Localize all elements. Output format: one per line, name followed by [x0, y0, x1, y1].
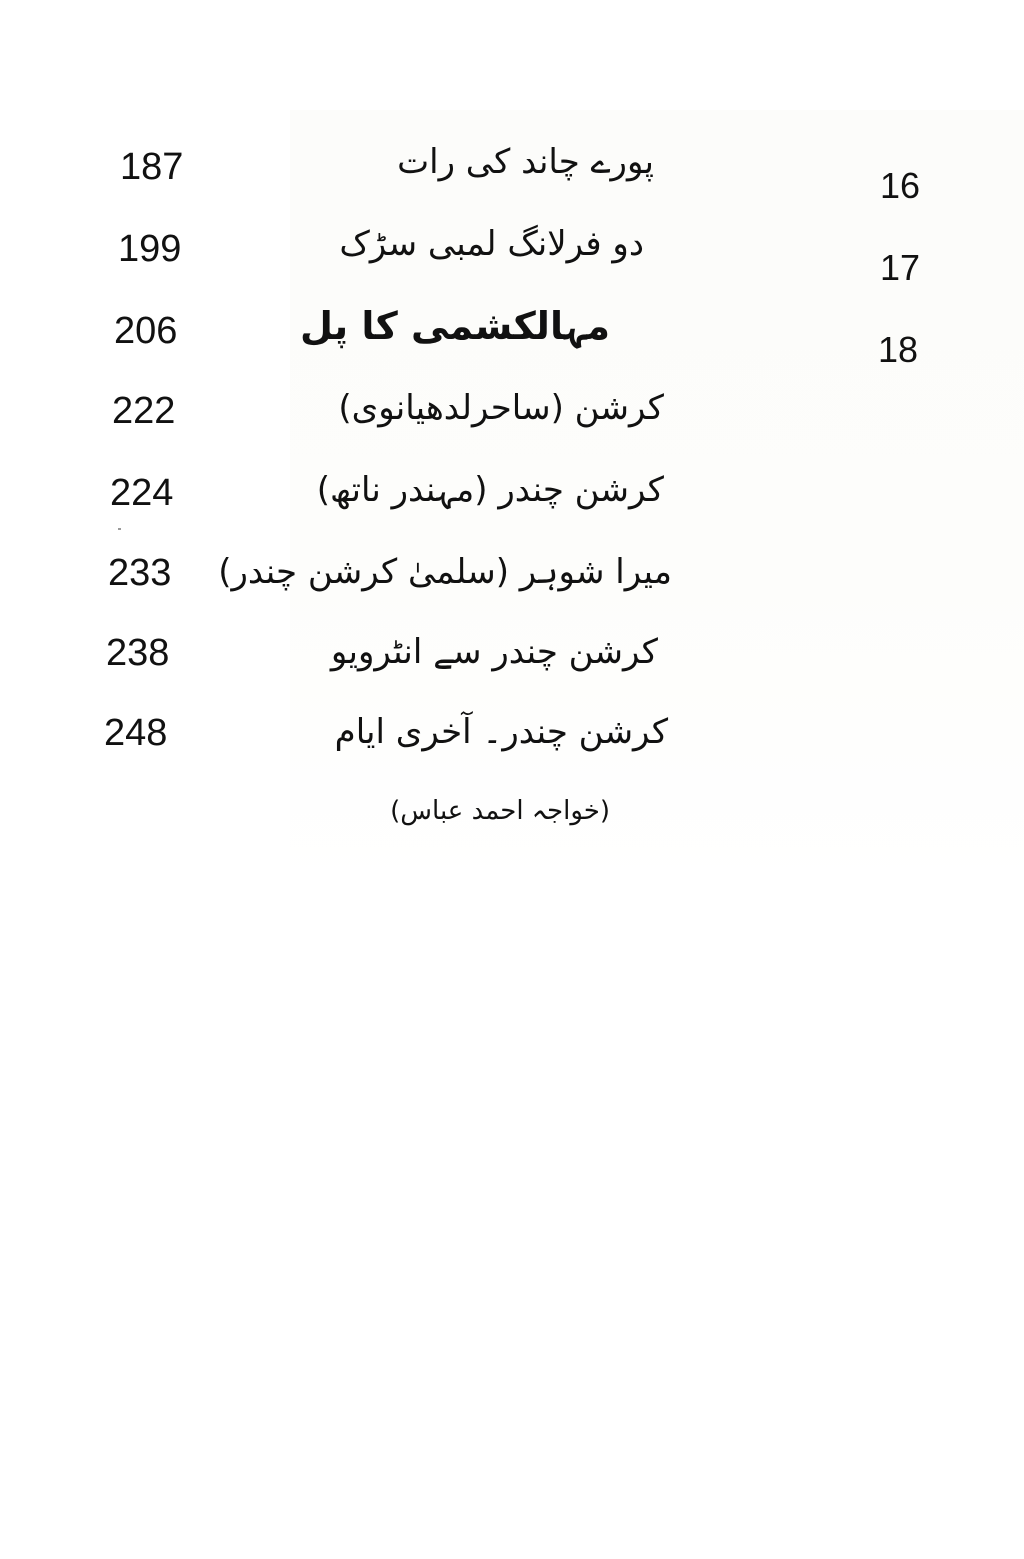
toc-entry-subtitle-row [0, 788, 1024, 848]
toc-title: مہالکشمی کا پل [299, 304, 610, 348]
toc-entry [0, 140, 1024, 206]
toc-page-number: 224 [110, 472, 174, 514]
toc-title: کرشن چندر (مہندر ناتھ) [316, 470, 664, 510]
toc-entry [0, 222, 1024, 288]
toc-title: دو فرلانگ لمبی سڑک [339, 224, 644, 264]
toc-page-number: 233 [108, 552, 172, 594]
toc-title: پورے چاند کی رات [397, 142, 654, 182]
toc-page-number: 248 [104, 712, 168, 754]
toc-page-number: 206 [114, 310, 178, 352]
toc-index-number: 17 [880, 247, 921, 288]
toc-index-number: 18 [878, 329, 919, 370]
toc-page-number: 199 [118, 228, 182, 270]
toc-page-number: 238 [106, 632, 170, 674]
toc-title: کرشن چندر۔ آخری ایام [334, 712, 668, 752]
scan-speck [118, 528, 121, 530]
toc-entry [0, 706, 1024, 766]
toc-entry [0, 304, 1024, 370]
toc-entry [0, 546, 1024, 606]
toc-page-number: 187 [120, 146, 184, 188]
toc-title: کرشن (ساحرلدھیانوی) [338, 388, 664, 428]
toc-page-number: 222 [112, 390, 176, 432]
toc-entry [0, 384, 1024, 444]
toc-entry [0, 626, 1024, 686]
toc-index-number: 16 [880, 165, 921, 206]
toc-title: میرا شوہر (سلمیٰ کرشن چندر) [218, 552, 672, 592]
toc-title: کرشن چندر سے انٹرویو [330, 632, 658, 672]
toc-entry [0, 466, 1024, 526]
toc-subtitle: (خواجہ احمد عباس) [390, 796, 610, 826]
